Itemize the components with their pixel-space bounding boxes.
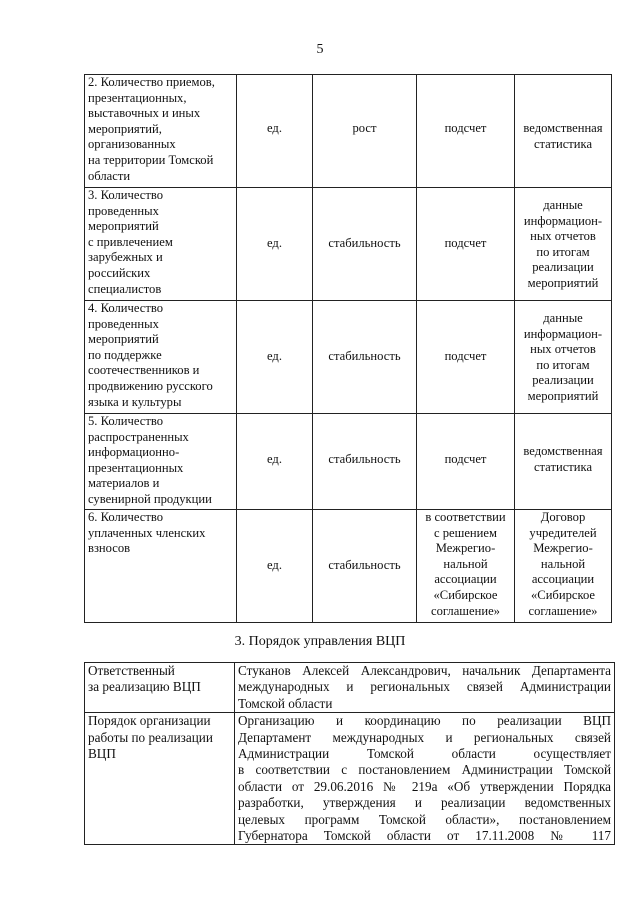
- cell-line: соглашение»: [431, 603, 500, 618]
- label-cell: [85, 713, 235, 845]
- cell-line: нальной: [443, 556, 488, 571]
- cell-line: Ответственный: [88, 663, 175, 678]
- cell-line: презентационных,: [88, 90, 187, 105]
- cell-line: взносов: [88, 541, 131, 556]
- cell-line: Губернатора Томской области от 17.11.2008 № 117: [238, 828, 611, 844]
- cell-line: распространенных: [88, 429, 189, 444]
- label-cell: [85, 663, 235, 713]
- cell-line: 5. Количество: [88, 414, 164, 428]
- unit-cell: ед.: [237, 414, 313, 510]
- cell-line: ных отчетов: [530, 229, 596, 244]
- trend-cell: стабильность: [313, 414, 417, 510]
- management-table: [84, 662, 615, 845]
- method-cell: [417, 301, 515, 414]
- cell-line: мероприятий: [527, 388, 599, 403]
- indicator-cell: [85, 75, 237, 188]
- cell-line: «Сибирское: [433, 587, 498, 602]
- cell-line: мероприятий: [88, 219, 159, 234]
- cell-line: соотечественников и: [88, 363, 200, 378]
- cell-line: Организацию и координацию по реализации ВЦП: [238, 713, 611, 729]
- cell-line: российских: [88, 265, 151, 280]
- cell-line: данные: [543, 198, 583, 212]
- cell-line: статистика: [533, 136, 593, 151]
- table-row: [85, 301, 612, 414]
- cell-line: учредителей: [529, 525, 597, 540]
- table-row: [85, 663, 615, 713]
- unit-cell: ед.: [237, 301, 313, 414]
- cell-line: выставочных и иных: [88, 106, 201, 121]
- cell-line: мероприятий: [527, 275, 599, 290]
- cell-line: ведомственная: [523, 121, 603, 135]
- cell-line: по поддержке: [88, 347, 162, 362]
- cell-line: реализации: [532, 260, 594, 275]
- cell-line: по итогам: [536, 357, 590, 372]
- cell-line: за реализацию ВЦП: [88, 679, 201, 695]
- indicator-cell: [85, 510, 237, 623]
- cell-line: реализации: [532, 373, 594, 388]
- cell-line: данные: [543, 311, 583, 325]
- section-title: 3. Порядок управления ВЦП: [234, 634, 406, 649]
- cell-line: 4. Количество: [88, 301, 164, 315]
- cell-line: организованных: [88, 137, 176, 152]
- cell-line: Договор: [540, 510, 586, 524]
- cell-line: ведомственная: [523, 444, 603, 458]
- trend-cell: стабильность: [313, 301, 417, 414]
- cell-line: подсчет: [444, 349, 487, 364]
- source-cell: [515, 188, 612, 301]
- table-row: [85, 188, 612, 301]
- table-row: [85, 75, 612, 188]
- cell-line: области от 29.06.2016 № 219а «Об утверждении Порядка: [238, 778, 611, 794]
- cell-line: Департамент международных и региональных связей: [238, 729, 611, 745]
- cell-line: Межрегио-: [435, 541, 496, 556]
- cell-line: ВЦП: [88, 746, 116, 762]
- cell-line: материалов и: [88, 476, 160, 491]
- cell-line: презентационных: [88, 460, 184, 475]
- cell-line: ассоциации: [531, 572, 595, 587]
- cell-line: Администрации Томской области осуществляет: [238, 746, 611, 762]
- cell-line: Порядок организации: [88, 713, 211, 729]
- method-cell: [417, 414, 515, 510]
- cell-line: с привлечением: [88, 234, 173, 249]
- cell-line: статистика: [533, 459, 593, 474]
- source-cell: [515, 414, 612, 510]
- indicators-table: [84, 74, 612, 623]
- cell-line: специалистов: [88, 281, 162, 296]
- cell-line: продвижению русского: [88, 378, 213, 393]
- cell-line: подсчет: [444, 452, 487, 466]
- cell-line: в соответствии с постановлением Администрации Томской: [238, 762, 611, 778]
- page-number: 5: [316, 42, 324, 57]
- cell-line: информацион-: [523, 326, 603, 341]
- cell-line: зарубежных и: [88, 250, 163, 265]
- cell-line: нальной: [540, 556, 586, 571]
- cell-line: Стуканов Алексей Александрович, начальник Департамента: [238, 663, 611, 678]
- cell-line: проведенных: [88, 203, 159, 218]
- indicator-cell: [85, 188, 237, 301]
- cell-line: 6. Количество: [88, 510, 164, 524]
- source-cell: [515, 75, 612, 188]
- cell-line: 2. Количество приемов,: [88, 75, 215, 89]
- cell-line: на территории Томской: [88, 152, 214, 167]
- cell-line: разработки, утверждения и реализации ведомственных: [238, 795, 611, 811]
- trend-cell: рост: [313, 75, 417, 188]
- cell-line: уплаченных членских: [88, 525, 206, 540]
- cell-line: Межрегио-: [533, 541, 593, 556]
- cell-line: «Сибирское: [531, 587, 595, 602]
- indicator-cell: [85, 414, 237, 510]
- unit-cell: ед.: [237, 510, 313, 623]
- source-cell: [515, 510, 612, 623]
- cell-line: языка и культуры: [88, 394, 182, 409]
- cell-line: ных отчетов: [530, 342, 596, 357]
- cell-line: работы по реализации: [88, 729, 213, 745]
- value-cell: [235, 713, 615, 845]
- cell-line: ассоциации: [434, 572, 497, 587]
- source-cell: [515, 301, 612, 414]
- cell-line: проведенных: [88, 316, 159, 331]
- cell-line: по итогам: [536, 244, 590, 259]
- unit-cell: ед.: [237, 75, 313, 188]
- cell-line: в соответствии: [425, 510, 506, 524]
- cell-line: с решением: [434, 525, 497, 540]
- method-cell: [417, 510, 515, 623]
- cell-line: подсчет: [444, 236, 487, 251]
- cell-line: области: [88, 168, 131, 183]
- trend-cell: стабильность: [313, 188, 417, 301]
- cell-line: международных и региональных связей Администрации: [238, 679, 611, 695]
- method-cell: [417, 188, 515, 301]
- trend-cell: стабильность: [313, 510, 417, 623]
- table-row: [85, 414, 612, 510]
- cell-line: сувенирной продукции: [88, 491, 212, 506]
- cell-line: целевых программ Томской области», постановлением: [238, 811, 611, 827]
- cell-line: Томской области: [238, 695, 333, 711]
- cell-line: информационно-: [88, 445, 180, 460]
- method-cell: [417, 75, 515, 188]
- value-cell: [235, 663, 615, 713]
- table-row: [85, 713, 615, 845]
- cell-line: подсчет: [444, 121, 487, 135]
- unit-cell: ед.: [237, 188, 313, 301]
- table-row: [85, 510, 612, 623]
- cell-line: 3. Количество: [88, 188, 164, 202]
- cell-line: соглашение»: [528, 603, 598, 618]
- cell-line: мероприятий,: [88, 121, 162, 136]
- cell-line: мероприятий: [88, 332, 159, 347]
- indicator-cell: [85, 301, 237, 414]
- cell-line: информацион-: [523, 213, 603, 228]
